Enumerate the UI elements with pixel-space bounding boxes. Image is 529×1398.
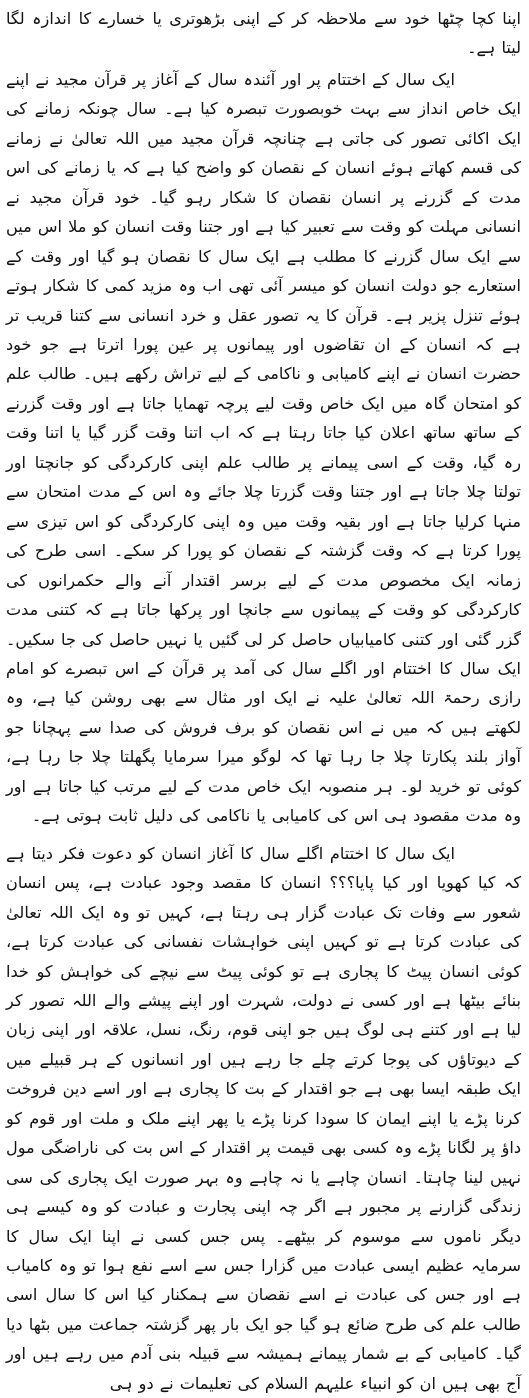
paragraph-year-end-quran-commentary: ایک سال کے اختتام پر اور آئندہ سال کے آغاز پر قرآن مجید نے اپنے ایک خاص انداز سے بہت خوبصورت تبصرہ کیا ہے۔ سال چونکہ زمانے کی ایک اکائی تصور کی جاتی ہے چنانچہ قرآن مجید میں اللہ تعالیٰ نے زمانے کی قسم کھاتے ہوئے انسان کے نقصان کو واضح کیا ہے کہ یا زمانے کی اس مدت کے گزرنے پر انسان نقصان کا شکار رہو گیا۔ خود قرآن مجید نے انسانی مہلت کو وقت سے تعبیر کیا ہے اور جتنا وقت انسان کو ملا اس میں سے ایک سال گزرنے کا مطلب ہے ایک سال کا نقصان ہو گیا اور وقت کے استعارے جو دولت انسان کو میسر آئی تھی اب وہ مزید کمی کا شکار ہوتے ہوئے تنزل پزیر ہے۔ قرآن کا یہ تصور عقل و خرد انسانی سے کتنا قریب تر ہے کہ انسان کے ان تقاضوں اور پیمانوں پر عین پورا اترتا ہے جو خود حضرت انسان نے اپنے کامیابی و ناکامی کے لیے تراش رکھے ہیں۔ طالب علم کو امتحان گاہ میں ایک خاص وقت لیے پرچہ تھمایا جاتا ہے اور وقت گزرنے کے ساتھ ساتھ اعلان کیا جاتا رہتا ہے کہ اب اتنا وقت گزر گیا یا اتنا وقت رہ گیا، وقت کے اسی پیمانے پر طالب علم اپنی کارکردگی کو جانچتا اور تولتا چلا جاتا ہے اور جتنا وقت گزرتا چلا جائے وہ اس کے مدت امتحان سے منہا کرلیا جاتا ہے اور بقیہ وقت میں وہ اپنی کارکردگی کو اس تیزی سے پورا کرتا ہے کہ وقت گزشتہ کے نقصان کو پورا کر سکے۔ اسی طرح کی زمانہ ایک مخصوص مدت کے لیے برسر اقتدار آنے والے حکمرانوں کی کارکردگی کو وقت کے پیمانوں سے جانچا اور پرکھا جاتا ہے کہ کتنی مدت گزر گئی اور کتنی کامیابیاں حاصل کر لی گئیں یا نہیں حاصل کی جا سکیں۔ ایک سال کا اختتام اور اگلے سال کی آمد پر قرآن کے اس تبصرے کو امام رازی رحمۃ اللہ تعالیٰ علیہ نے ایک اور مثال سے بھی روشن کیا ہے، وہ لکھتے ہیں کہ میں نے اس نقصان کو برف فروش کی صدا سے پہچانا جو آواز بلند پکارتا چلا جا رہا تھا کہ لوگو میرا سرمایا پگھلتا چلا جا رہا ہے، کوئی تو خرید لو۔ ہر منصوبہ ایک خاص مدت کے لیے مرتب کیا جاتا ہے اور وہ مدت مقصود ہی اس کی کامیابی یا ناکامی کی دلیل ثابت ہوتی ہے۔: [6, 69, 521, 826]
paragraph-invitation-to-reflection: ایک سال کا اختتام اگلے سال کا آغاز انسان کو دعوت فکر دیتا ہے کہ کیا کھویا اور کیا پایا؟؟؟ انسان کا مقصد وجود عبادت ہے، پس انسان شعور سے وفات تک عبادت گزار ہی رہتا ہے، کہیں تو وہ ایک اللہ تعالیٰ کی عبادت کرتا ہے تو کہیں اپنی خواہشات نفسانی کی عبادت کرتا ہے، کوئی انسان پیٹ کا پجاری ہے تو کوئی پیٹ سے نیچے کی خواہش کو خدا بنائے بیٹھا ہے اور کسی نے دولت، شہرت اور اپنے پیشے والے اللہ تصور کر لیا ہے اور کتنے ہی لوگ ہیں جو اپنی قوم، رنگ، نسل، علاقہ اور اپنی زبان کے دیوتاؤں کی پوجا کرتے چلے جا رہے ہیں اور انسانوں کے ہر قبیلے میں ایک طبقہ ایسا بھی ہے جو اقتدار کے بت کا پجاری ہے اور اسے دین فروخت کرنا پڑے یا اپنے ایمان کا سودا کرنا پڑے یا پھر اپنے ملک و ملت اور قوم کو داؤ پر لگانا پڑے وہ کسی بھی قیمت پر اقتدار کے اس بت کی ناراضگی مول نہیں لینا چاہتا۔ انسان چاہے یا نہ چاہے وہ بہر صورت ایک پجاری کی سی زندگی گزارنے پر مجبور ہے اگر چہ اپنی پجارت و عبادت کو وہ کیسے ہی دیگر ناموں سے موسوم کر بیٹھے۔ پس جس کسی نے اپنا ایک سال کا سرمایہ عظیم ایسی عبادت میں گزارا جس سے اسے نفع ہوا تو وہ کامیاب ہے اور جس کی عبادت نے اسے نقصان سے ہمکنار کیا اس کا سال اسی طالب علم کی طرح ضائع ہو گیا جو ایک بار پھر گزشتہ جماعت میں بٹھا دیا گیا۔ کامیابی کے بے شمار پیمانے ہمیشہ سے قبیلہ بنی آدم میں رہے ہیں اور آج بھی ہیں ان کو انبیاء علیہم السلام کی تعلیمات نے دو ہی: [6, 843, 521, 1393]
paragraph-continuation: اپنا کچا چٹھا خود سے ملاحظہ کر کے اپنی بڑھوتری یا خسارے کا اندازہ لگا لیتا ہے۔: [6, 9, 521, 58]
